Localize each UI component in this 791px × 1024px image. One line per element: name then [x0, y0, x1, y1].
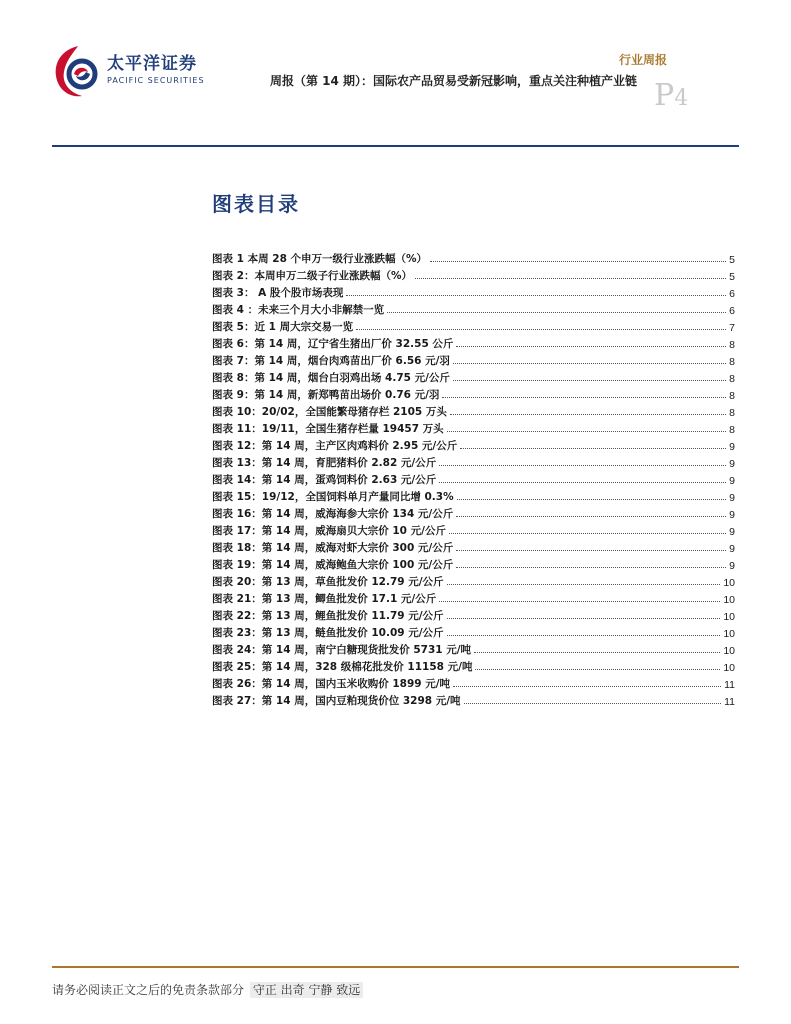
- toc-entry-label: 图表 5：近 1 周大宗交易一览: [212, 321, 354, 333]
- toc-entry-page: 9: [729, 526, 735, 538]
- toc-entry-label: 图表 10：20/02，全国能繁母猪存栏 2105 万头: [212, 406, 447, 418]
- toc-entry[interactable]: [212, 640, 735, 657]
- toc-dot-leader: [475, 669, 720, 670]
- toc-entry[interactable]: [212, 487, 735, 504]
- toc-entry-label: 图表 20：第 13 周，草鱼批发价 12.79 元/公斤: [212, 576, 444, 588]
- toc-entry-page: 9: [729, 441, 735, 453]
- toc-entry[interactable]: [212, 402, 735, 419]
- toc-dot-leader: [439, 465, 726, 466]
- toc-entry-page: 8: [729, 339, 735, 351]
- toc-entry[interactable]: [212, 283, 735, 300]
- toc-entry-page: 8: [729, 424, 735, 436]
- toc-dot-leader: [456, 567, 726, 568]
- footer-divider: [52, 966, 739, 968]
- toc-entry-page: 10: [723, 594, 735, 606]
- toc-entry-page: 8: [729, 390, 735, 402]
- toc-entry-page: 8: [729, 407, 735, 419]
- toc-entry-page: 11: [724, 679, 735, 691]
- toc-entry-label: 图表 27：第 14 周，国内豆粕现货价位 3298 元/吨: [212, 695, 461, 707]
- toc-dot-leader: [453, 380, 726, 381]
- toc-dot-leader: [449, 533, 726, 534]
- toc-entry-page: 9: [729, 475, 735, 487]
- toc-dot-leader: [430, 261, 726, 262]
- toc-entry-label: 图表 8：第 14 周，烟台白羽鸡出场 4.75 元/公斤: [212, 372, 450, 384]
- toc-dot-leader: [447, 431, 726, 432]
- toc-dot-leader: [456, 516, 726, 517]
- toc-dot-leader: [387, 312, 726, 313]
- toc-entry[interactable]: [212, 521, 735, 538]
- toc-entry[interactable]: [212, 436, 735, 453]
- toc-entry-label: 图表 24：第 14 周，南宁白糖现货批发价 5731 元/吨: [212, 644, 472, 656]
- toc-entry[interactable]: [212, 266, 735, 283]
- toc-entry[interactable]: [212, 504, 735, 521]
- toc-entry-label: 图表 23：第 13 周，鲢鱼批发价 10.09 元/公斤: [212, 627, 444, 639]
- toc-entry-page: 7: [729, 322, 735, 334]
- toc-dot-leader: [439, 482, 726, 483]
- toc-dot-leader: [415, 278, 726, 279]
- toc-entry-label: 图表 9：第 14 周，新郑鸭苗出场价 0.76 元/羽: [212, 389, 440, 401]
- toc-entry-page: 5: [729, 271, 735, 283]
- toc-dot-leader: [439, 601, 720, 602]
- toc-entry-label: 图表 2：本周申万二级子行业涨跌幅（%）: [212, 270, 412, 282]
- toc-entry-page: 8: [729, 356, 735, 368]
- toc-dot-leader: [474, 652, 720, 653]
- toc-entry[interactable]: [212, 606, 735, 623]
- toc-dot-leader: [442, 397, 726, 398]
- toc-entry[interactable]: [212, 419, 735, 436]
- toc-dot-leader: [447, 584, 721, 585]
- page-header: [0, 0, 791, 150]
- toc-entry[interactable]: [212, 674, 735, 691]
- toc-entry[interactable]: [212, 300, 735, 317]
- toc-dot-leader: [464, 703, 722, 704]
- toc-entry-label: 图表 1 本周 28 个申万一级行业涨跌幅（%）: [212, 253, 428, 265]
- toc-entry[interactable]: [212, 351, 735, 368]
- toc-entry[interactable]: [212, 555, 735, 572]
- footer-disclaimer: 请务必阅读正文之后的免责条款部分: [52, 983, 245, 997]
- toc-entry-label: 图表 21：第 13 周，鲫鱼批发价 17.1 元/公斤: [212, 593, 437, 605]
- toc-entry-page: 9: [729, 492, 735, 504]
- toc-entry-label: 图表 16：第 14 周，威海海参大宗价 134 元/公斤: [212, 508, 454, 520]
- toc-entry[interactable]: [212, 385, 735, 402]
- toc-dot-leader: [460, 448, 726, 449]
- toc-entry[interactable]: [212, 249, 735, 266]
- toc-entry-label: 图表 14：第 14 周，蛋鸡饲料价 2.63 元/公斤: [212, 474, 437, 486]
- toc-dot-leader: [456, 550, 726, 551]
- toc-entry-page: 11: [724, 696, 735, 708]
- page-prefix: P: [654, 78, 675, 113]
- page-footer: [52, 981, 363, 998]
- toc-entry-page: 9: [729, 509, 735, 521]
- logo-chinese-name: 太平洋证券: [107, 54, 197, 74]
- toc-entry[interactable]: [212, 691, 735, 708]
- toc-entry-page: 10: [723, 645, 735, 657]
- toc-dot-leader: [356, 329, 726, 330]
- toc-entry[interactable]: [212, 470, 735, 487]
- toc-entry-page: 6: [729, 288, 735, 300]
- toc-entry-label: 图表 3： A 股个股市场表现: [212, 287, 344, 299]
- toc-list: [212, 249, 735, 708]
- toc-entry-page: 9: [729, 543, 735, 555]
- toc-dot-leader: [447, 618, 721, 619]
- toc-entry-label: 图表 12：第 14 周，主产区肉鸡料价 2.95 元/公斤: [212, 440, 458, 452]
- toc-entry-page: 10: [723, 611, 735, 623]
- toc-entry[interactable]: [212, 334, 735, 351]
- toc-entry-label: 图表 25：第 14 周，328 级棉花批发价 11158 元/吨: [212, 661, 473, 673]
- toc-dot-leader: [447, 635, 721, 636]
- logo-emblem-icon: [52, 42, 104, 102]
- page-number-value: 4: [674, 86, 689, 111]
- toc-entry-label: 图表 4 ：未来三个月大小非解禁一览: [212, 304, 385, 316]
- toc-dot-leader: [346, 295, 726, 296]
- toc-dot-leader: [453, 686, 721, 687]
- toc-entry-page: 9: [729, 560, 735, 572]
- toc-dot-leader: [457, 499, 727, 500]
- toc-entry-label: 图表 19：第 14 周，威海鲍鱼大宗价 100 元/公斤: [212, 559, 454, 571]
- toc-entry-page: 10: [723, 577, 735, 589]
- company-logo: [52, 42, 212, 102]
- toc-entry[interactable]: [212, 572, 735, 589]
- toc-entry-page: 5: [729, 254, 735, 266]
- header-divider: [52, 145, 739, 147]
- toc-entry-label: 图表 15：19/12，全国饲料单月产量同比增 0.3%: [212, 491, 454, 503]
- toc-entry[interactable]: [212, 538, 735, 555]
- toc-entry[interactable]: [212, 317, 735, 334]
- toc-entry-page: 9: [729, 458, 735, 470]
- report-type: 行业周报: [618, 53, 667, 67]
- toc-entry-page: 10: [723, 662, 735, 674]
- toc-dot-leader: [456, 346, 726, 347]
- toc-entry-page: 8: [729, 373, 735, 385]
- toc-entry[interactable]: [212, 589, 735, 606]
- toc-entry[interactable]: [212, 623, 735, 640]
- toc-entry[interactable]: [212, 368, 735, 385]
- toc-entry-label: 图表 26：第 14 周，国内玉米收购价 1899 元/吨: [212, 678, 451, 690]
- toc-entry[interactable]: [212, 453, 735, 470]
- toc-entry-label: 图表 6：第 14 周，辽宁省生猪出厂价 32.55 公斤: [212, 338, 454, 350]
- toc-entry-page: 10: [723, 628, 735, 640]
- toc-entry-label: 图表 17：第 14 周，威海扇贝大宗价 10 元/公斤: [212, 525, 446, 537]
- page-number: [654, 78, 688, 113]
- toc-dot-leader: [453, 363, 726, 364]
- toc-entry-label: 图表 18：第 14 周，威海对虾大宗价 300 元/公斤: [212, 542, 454, 554]
- logo-english-name: PACIFIC SECURITIES: [107, 76, 205, 85]
- toc-entry-label: 图表 7：第 14 周，烟台肉鸡苗出厂价 6.56 元/羽: [212, 355, 450, 367]
- toc-entry-page: 6: [729, 305, 735, 317]
- toc-entry-label: 图表 22：第 13 周，鲤鱼批发价 11.79 元/公斤: [212, 610, 444, 622]
- report-title: 周报（第 14 期）：国际农产品贸易受新冠影响，重点关注种植产业链: [269, 74, 637, 88]
- footer-motto: 守正 出奇 宁静 致远: [250, 982, 363, 998]
- toc-entry[interactable]: [212, 657, 735, 674]
- toc-title: 图表目录: [212, 192, 300, 216]
- toc-entry-label: 图表 11：19/11，全国生猪存栏量 19457 万头: [212, 423, 444, 435]
- toc-dot-leader: [450, 414, 726, 415]
- toc-entry-label: 图表 13：第 14 周，育肥猪料价 2.82 元/公斤: [212, 457, 437, 469]
